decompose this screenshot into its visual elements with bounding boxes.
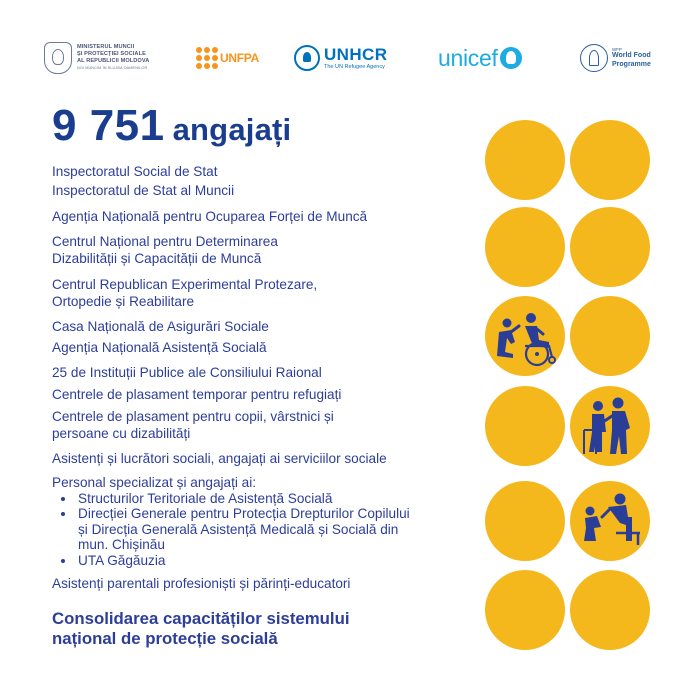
yellow-circle xyxy=(485,207,565,287)
elderly-assistance-circle xyxy=(570,386,650,466)
institution-item: Casa Națională de Asigurări Sociale xyxy=(52,319,269,334)
caregiver-wheelchair-icon xyxy=(485,296,565,376)
unfpa-wordmark: UNFPA xyxy=(220,51,259,65)
wfp-name-line-2: Programme xyxy=(612,60,651,68)
specialized-staff-section xyxy=(52,474,410,568)
institution-item: Agenția Națională pentru Ocuparea Forței de Muncă xyxy=(52,209,368,224)
unicef-globe-icon xyxy=(500,47,522,69)
institution-item: Centrele de plasament pentru copii, vârstnici și persoane cu dizabilități xyxy=(52,409,334,441)
institution-item: Agenția Națională Asistență Socială xyxy=(52,340,267,355)
list-item: UTA Găgăuzia xyxy=(52,553,410,568)
employee-count-unit: angajați xyxy=(172,112,292,147)
unfpa-logo xyxy=(196,38,276,78)
yellow-circle xyxy=(485,120,565,200)
wfp-name-line-1: World Food xyxy=(612,52,651,59)
wfp-logo xyxy=(580,38,680,78)
child-care-circle xyxy=(570,481,650,561)
institution-item: Centrul Național pentru Determinarea Dizabilității și Capacității de Muncă xyxy=(52,234,278,266)
yellow-circle xyxy=(570,120,650,200)
employee-count: 9 751 xyxy=(52,101,165,150)
institution-item: Inspectoratul Social de Stat xyxy=(52,164,218,179)
ministry-emblem-icon xyxy=(44,42,72,74)
unfpa-dots-icon xyxy=(196,47,218,69)
institution-item: Inspectoratul de Stat al Muncii xyxy=(52,183,235,198)
unhcr-logo xyxy=(294,38,414,78)
wfp-tag: WFP xyxy=(612,47,622,52)
list-item: Structurilor Teritoriale de Asistență Socială xyxy=(52,491,410,506)
child-care-icon xyxy=(570,481,650,561)
unicef-logo xyxy=(438,38,550,78)
institution-item: Asistenți parentali profesioniști și părinți-educatori xyxy=(52,576,351,591)
ministry-logo xyxy=(44,38,154,78)
specialized-staff-intro: Personal specializat și angajați ai: xyxy=(52,475,257,490)
unicef-wordmark: unicef xyxy=(438,44,498,71)
partner-logos xyxy=(0,28,700,84)
list-item: Direcției Generale pentru Protecția Drepturilor Copilului și Direcția Generală Asistență Medicală și Socială din mun. Chișinău xyxy=(52,506,410,552)
unhcr-laurel-icon xyxy=(294,45,320,71)
wfp-wheat-icon xyxy=(580,44,608,72)
institution-item: Centrul Republican Experimental Protezare, Ortopedie și Reabilitare xyxy=(52,277,318,309)
yellow-circle xyxy=(485,570,565,650)
elderly-assistance-icon xyxy=(570,386,650,466)
caregiver-wheelchair-circle xyxy=(485,296,565,376)
footer-slogan: Consolidarea capacităților sistemului național de protecție socială xyxy=(52,609,350,648)
institution-item: 25 de Instituții Publice ale Consiliului Raional xyxy=(52,365,322,380)
yellow-circle xyxy=(485,481,565,561)
yellow-circle xyxy=(570,296,650,376)
employee-count-headline xyxy=(52,101,291,159)
yellow-circle xyxy=(570,570,650,650)
specialized-staff-list xyxy=(52,491,410,568)
institution-item: Asistenți și lucrători sociali, angajați ai serviciilor sociale xyxy=(52,451,387,466)
unhcr-tagline: The UN Refugee Agency xyxy=(324,64,385,70)
institution-item: Centrele de plasament temporar pentru refugiați xyxy=(52,387,342,402)
yellow-circle xyxy=(570,207,650,287)
yellow-circle xyxy=(485,386,565,466)
ministry-name: MINISTERUL MUNCII ȘI PROTECȚIEI SOCIALE AL REPUBLICII MOLDOVA NOI MUNCIM ÎN SLUJBA OAMENILOR xyxy=(77,44,150,71)
unhcr-wordmark: UNHCR xyxy=(324,45,388,64)
